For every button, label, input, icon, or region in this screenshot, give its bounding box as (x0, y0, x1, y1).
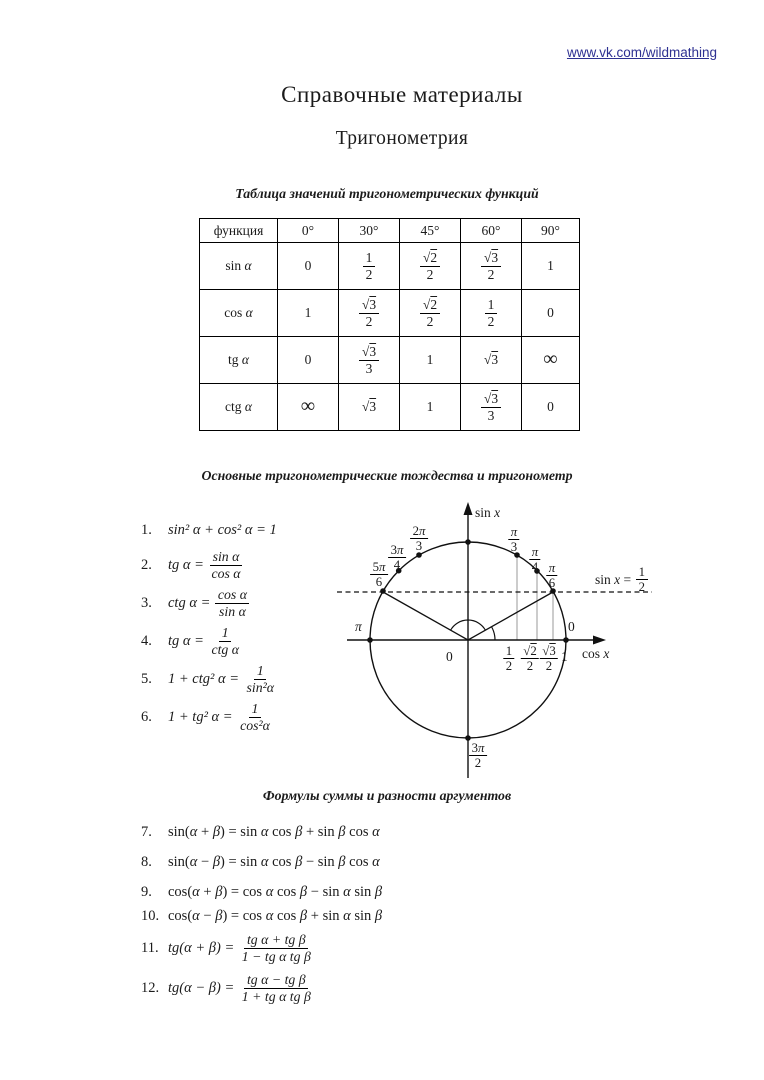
page-subtitle: Тригонометрия (335, 128, 469, 149)
y-axis-label: sin x (475, 505, 501, 520)
cell-value: 0 (522, 384, 580, 431)
point-pi (367, 637, 373, 643)
table-row (200, 337, 580, 384)
angle-arc-small (491, 627, 495, 641)
angle-label-5pi-6: $\frac{5\pi}{6}$ (370, 560, 388, 590)
header-link[interactable]: www.vk.com/wildmathing (566, 45, 717, 60)
angle-label-3pi-4: $\frac{3\pi}{4}$ (388, 543, 406, 573)
angle-label-pi-4: $\frac{\pi}{4}$ (529, 545, 540, 575)
formula-text: cos(α − β) = cos α cos β + sin α sin β (168, 907, 383, 924)
sum-formulas-list (141, 820, 541, 1008)
formula-text: sin(α + β) = sin α cos β + sin β cos α (168, 823, 380, 840)
cell-value: 0 (522, 290, 580, 337)
row-label-sin: sin α (200, 243, 278, 290)
section-heading-values-table: Таблица значений тригонометрических функций (235, 186, 539, 201)
x-axis-arrow (593, 636, 606, 645)
cell-value: 1 (400, 384, 461, 431)
col-header-30deg: 30° (339, 219, 400, 243)
table-row (200, 243, 580, 290)
y-axis-arrow (464, 502, 473, 515)
formula-item-2: 2. tg α = $\frac{\text{sin α}}{\text{cos α}}$ (141, 549, 241, 581)
cell-value: √3 (461, 337, 522, 384)
angle-label-pi-6: $\frac{\pi}{6}$ (546, 561, 557, 591)
unit-circle-canvas (325, 495, 670, 785)
cell-value: $\frac{√3}{2}$ (461, 243, 522, 290)
cell-value: $\frac{√3}{3}$ (339, 337, 400, 384)
unit-circle-diagram (325, 495, 670, 785)
ray-pi-6 (468, 592, 553, 640)
angle-label-2pi-3: $\frac{2\pi}{3}$ (410, 524, 428, 554)
col-header-0deg: 0° (278, 219, 339, 243)
formula-item-7: 7. sin(α + β) = sin α cos β + sin β cos α (141, 823, 380, 840)
cell-value: 1 (278, 290, 339, 337)
formula-item-6: 6. 1 + tg² α = $\frac{1}{\text{cos²α}}$ (141, 701, 270, 733)
formula-text: sin(α − β) = sin α cos β − sin β cos α (168, 853, 380, 870)
col-header-function: функция (200, 219, 278, 243)
point-zero (563, 637, 569, 643)
page-title: Справочные материалы (281, 82, 523, 107)
formula-item-5: 5. 1 + ctg² α = $\frac{1}{\text{sin²α}}$ (141, 663, 275, 695)
formula-text: cos(α + β) = cos α cos β − sin α sin β (168, 883, 383, 900)
one-label: 1 (561, 649, 568, 664)
trig-values-table (199, 218, 580, 431)
angle-label-3pi-2: $\frac{3\pi}{2}$ (469, 741, 487, 771)
formula-item-8: 8. sin(α − β) = sin α cos β − sin β cos α (141, 853, 380, 870)
point-3pi-2 (465, 735, 471, 741)
formula-item-10: 10. cos(α − β) = cos α cos β + sin α sin β (141, 907, 383, 924)
cell-value: $\frac{√3}{3}$ (461, 384, 522, 431)
col-header-45deg: 45° (400, 219, 461, 243)
table-row (200, 384, 580, 431)
cell-value: 0 (278, 243, 339, 290)
row-label-tg: tg α (200, 337, 278, 384)
cell-value: $\frac{√2}{2}$ (400, 290, 461, 337)
x-axis-label: cos x (582, 646, 610, 661)
formula-item-4: 4. tg α = $\frac{1}{\text{ctg α}}$ (141, 625, 240, 657)
cell-value: $\frac{√3}{2}$ (339, 290, 400, 337)
cell-value: 1 (400, 337, 461, 384)
cell-value: √3 (339, 384, 400, 431)
cell-value: ∞ (278, 384, 339, 431)
formula-item-12: 12. tg(α − β) = $\frac{\text{tg α − tg β}}{\text{1 + tg α tg β}}$ (141, 972, 311, 1004)
cell-value: $\frac{1}{2}$ (339, 243, 400, 290)
section-heading-identities: Основные тригонометрические тождества и тригонометр (201, 468, 573, 483)
row-label-ctg: ctg α (200, 384, 278, 431)
cell-value: $\frac{1}{2}$ (461, 290, 522, 337)
origin-label: 0 (446, 649, 453, 664)
table-header-row (200, 219, 580, 243)
axis-frac-sqrt3-2: $\frac{√3}{2}$ (540, 644, 558, 674)
col-header-90deg: 90° (522, 219, 580, 243)
formula-text: sin² α + cos² α = 1 (168, 521, 277, 538)
zero-angle-label: 0 (568, 619, 575, 634)
cell-value: $\frac{√2}{2}$ (400, 243, 461, 290)
formula-item-9: 9. cos(α + β) = cos α cos β − sin α sin β (141, 883, 383, 900)
pi-label: π (355, 619, 362, 634)
col-header-60deg: 60° (461, 219, 522, 243)
ray-5pi-6 (383, 592, 468, 640)
cell-value: ∞ (522, 337, 580, 384)
angle-label-pi-3: $\frac{\pi}{3}$ (508, 525, 519, 555)
cell-value: 1 (522, 243, 580, 290)
sin-equals-half-annotation: sin x = $\frac{1}{2}$ (595, 565, 648, 595)
formula-item-3: 3. ctg α = $\frac{\text{cos α}}{\text{sin α}}$ (141, 584, 421, 622)
table-row (200, 290, 580, 337)
axis-frac-sqrt2-2: $\frac{√2}{2}$ (521, 644, 539, 674)
section-heading-sum-formulas: Формулы суммы и разности аргументов (262, 788, 512, 803)
point-pi-2 (465, 539, 471, 545)
axis-frac-half: $\frac{1}{2}$ (503, 644, 514, 674)
cell-value: 0 (278, 337, 339, 384)
formula-item-11: 11. tg(α + β) = $\frac{\text{tg α + tg β}}{\text{1 − tg α tg β}}$ (141, 932, 311, 964)
row-label-cos: cos α (200, 290, 278, 337)
formula-item-1: 1. sin² α + cos² α = 1 (141, 521, 277, 538)
